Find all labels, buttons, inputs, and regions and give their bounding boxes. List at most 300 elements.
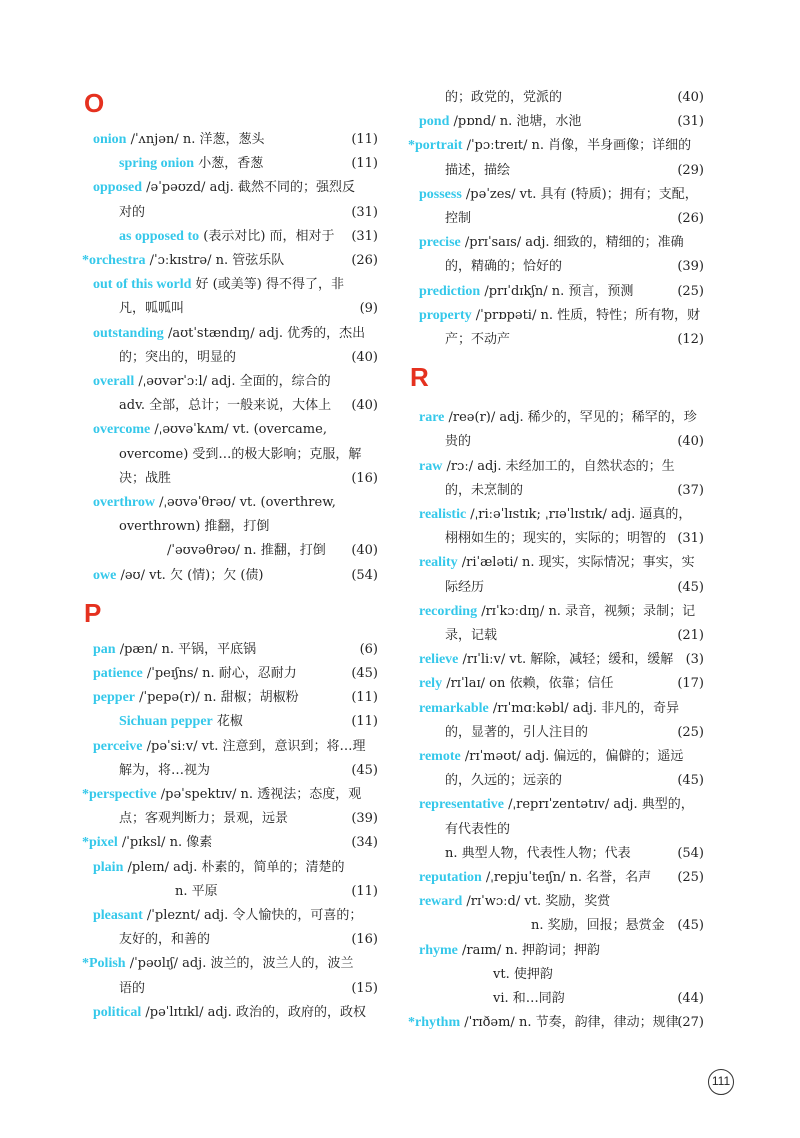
entry-text bbox=[419, 939, 600, 963]
definition: n. 奖励，回报；悬赏金 bbox=[531, 918, 665, 934]
entry-text bbox=[93, 273, 344, 297]
index-entry bbox=[88, 977, 378, 1001]
definition: /rɪˈwɔːd/ vt. 奖励，奖赏 bbox=[462, 894, 611, 910]
definition: overcome) 受到…的极大影响；克服，解 bbox=[119, 446, 362, 462]
definition: /ˌəʊvərˈɔːl/ adj. 全面的，综合的 bbox=[134, 374, 331, 389]
definition: 贵的 bbox=[445, 434, 472, 450]
headword: outstanding bbox=[93, 325, 164, 341]
headword: plain bbox=[93, 859, 124, 875]
entry-text bbox=[93, 322, 365, 346]
definition: /əˈpəʊzd/ adj. 截然不同的；强烈反 bbox=[142, 180, 355, 196]
definition: /ˈpepə(r)/ n. 甜椒；胡椒粉 bbox=[135, 690, 299, 706]
definition: /ˈpleznt/ adj. 令人愉快的，可喜的； bbox=[142, 908, 363, 923]
entry-text bbox=[445, 479, 523, 503]
index-entry bbox=[88, 539, 378, 563]
definition: 好 (或美等) 得不得了，非 bbox=[191, 277, 344, 293]
entry-text bbox=[93, 128, 265, 152]
definition: /pɒnd/ n. 池塘，水池 bbox=[449, 114, 582, 130]
entry-text bbox=[119, 225, 335, 249]
index-entry bbox=[414, 280, 704, 304]
entry-text bbox=[119, 759, 210, 783]
entry-text bbox=[119, 443, 361, 467]
entry-text bbox=[93, 1001, 366, 1025]
index-entry bbox=[82, 783, 378, 807]
index-entry bbox=[414, 987, 704, 1011]
headword: overall bbox=[93, 374, 135, 389]
entry-text bbox=[82, 952, 353, 976]
index-entry bbox=[88, 904, 378, 928]
entry-text bbox=[93, 491, 336, 515]
index-entry bbox=[88, 662, 378, 686]
index-entry bbox=[414, 914, 704, 938]
page-ref: (9) bbox=[359, 301, 378, 317]
index-entry bbox=[414, 328, 704, 352]
page-ref: (16) bbox=[351, 470, 378, 486]
definition: (表示对比) 而，相对于 bbox=[199, 228, 335, 244]
headword: remarkable bbox=[419, 700, 489, 716]
headword: pepper bbox=[93, 690, 135, 706]
definition: 有代表性的 bbox=[445, 821, 511, 837]
definition: /ˌəʊvəˈθrəʊ/ vt. (overthrew, bbox=[154, 495, 336, 510]
index-entry bbox=[88, 515, 378, 539]
definition: /ˈpɪksl/ n. 像素 bbox=[117, 835, 213, 851]
definition: /ˈəʊvəθrəʊ/ n. 推翻，打倒 bbox=[167, 543, 326, 559]
index-entry bbox=[82, 952, 378, 976]
definition: 产；不动产 bbox=[445, 332, 511, 347]
index-entry bbox=[414, 527, 704, 551]
headword: reality bbox=[419, 555, 458, 571]
entry-text bbox=[93, 638, 256, 662]
definition: 际经历 bbox=[445, 579, 485, 595]
page-ref: (26) bbox=[677, 211, 704, 226]
index-entry bbox=[88, 346, 378, 370]
entry-text bbox=[445, 527, 666, 551]
index-entry bbox=[88, 273, 378, 297]
index-entry bbox=[408, 134, 704, 158]
page-ref: (31) bbox=[677, 114, 704, 130]
index-entry bbox=[408, 1011, 704, 1035]
index-entry bbox=[414, 231, 704, 255]
index-entry bbox=[414, 255, 704, 279]
page-ref: (12) bbox=[677, 332, 704, 347]
headword: recording bbox=[419, 603, 478, 619]
entry-text bbox=[445, 159, 510, 183]
entry-text bbox=[445, 255, 562, 279]
definition: vi. 和…同韵 bbox=[493, 991, 565, 1006]
entry-text bbox=[119, 928, 210, 952]
index-entry bbox=[88, 735, 378, 759]
page-ref: (21) bbox=[677, 628, 704, 643]
index-entry bbox=[414, 159, 704, 183]
definition: /ˌəʊvəˈkʌm/ vt. (overcame, bbox=[150, 422, 327, 438]
entry-text bbox=[119, 152, 263, 176]
index-entry bbox=[414, 183, 704, 207]
definition: 解为，将…视为 bbox=[119, 762, 211, 778]
definition: /ˌreprɪˈzentətɪv/ adj. 典型的， bbox=[504, 797, 694, 813]
definition: 的，精确的；恰好的 bbox=[445, 259, 563, 275]
definition: /ˈʌnjən/ n. 洋葱，葱头 bbox=[126, 132, 265, 147]
page-ref: (31) bbox=[351, 228, 378, 244]
definition: /ˈpɔːtreɪt/ n. 肖像，半身画像；详细的 bbox=[462, 138, 692, 154]
page-ref: (45) bbox=[351, 666, 378, 681]
headword: onion bbox=[93, 132, 127, 147]
page-ref: (25) bbox=[677, 870, 704, 885]
index-entry bbox=[88, 370, 378, 394]
page-ref: (40) bbox=[351, 349, 378, 365]
entry-text bbox=[445, 721, 588, 745]
definition: /pəˈlɪtɪkl/ adj. 政治的，政府的，政权 bbox=[141, 1004, 366, 1020]
headword: rare bbox=[419, 410, 445, 426]
index-entry bbox=[88, 564, 378, 588]
entry-text bbox=[419, 183, 698, 207]
definition: /ˈɔːkɪstrə/ n. 管弦乐队 bbox=[145, 253, 285, 268]
index-entry bbox=[88, 128, 378, 152]
index-entry bbox=[414, 479, 704, 503]
headword: political bbox=[93, 1004, 142, 1020]
page-ref: (29) bbox=[677, 162, 704, 178]
index-entry bbox=[88, 201, 378, 225]
index-entry bbox=[414, 624, 704, 648]
entry-text bbox=[419, 503, 691, 527]
index-entry bbox=[414, 672, 704, 696]
section-letter-p: P bbox=[84, 597, 102, 628]
index-entry bbox=[88, 807, 378, 831]
headword: pond bbox=[419, 114, 450, 130]
entry-text bbox=[93, 418, 327, 442]
definition: /rɪˈməʊt/ adj. 偏远的，偏僻的；遥远 bbox=[460, 749, 684, 764]
index-entry bbox=[88, 443, 378, 467]
headword: patience bbox=[93, 666, 143, 681]
page-ref: (54) bbox=[677, 845, 704, 861]
index-entry bbox=[88, 880, 378, 904]
page-ref: (37) bbox=[677, 482, 704, 498]
entry-text bbox=[93, 662, 297, 686]
index-entry bbox=[414, 86, 704, 110]
page-ref: (45) bbox=[351, 762, 378, 778]
page-ref: (25) bbox=[677, 724, 704, 740]
headword: rhyme bbox=[419, 942, 458, 958]
headword: opposed bbox=[93, 180, 143, 196]
definition: /ˈprɒpəti/ n. 性质，特性；所有物，财 bbox=[471, 307, 701, 323]
entry-text bbox=[93, 176, 355, 200]
entry-text bbox=[408, 1011, 679, 1035]
definition: /prɪˈsaɪs/ adj. 细致的，精细的；准确 bbox=[460, 235, 684, 251]
page-ref: (45) bbox=[677, 918, 704, 934]
page-ref: (31) bbox=[351, 204, 378, 220]
entry-text bbox=[445, 769, 562, 793]
page-ref: (11) bbox=[351, 690, 378, 706]
definition: n. 典型人物，代表性人物；代表 bbox=[445, 845, 631, 861]
section-letter-r: R bbox=[410, 362, 429, 393]
entry-text bbox=[419, 866, 651, 890]
index-entry bbox=[88, 710, 378, 734]
definition: vt. 使押韵 bbox=[493, 966, 553, 982]
page-ref: (11) bbox=[351, 132, 378, 147]
entry-text bbox=[419, 280, 633, 304]
page-ref: (45) bbox=[677, 773, 704, 789]
entry-text bbox=[119, 201, 145, 225]
index-entry bbox=[414, 769, 704, 793]
index-entry bbox=[414, 697, 704, 721]
entry-text bbox=[419, 745, 683, 769]
index-entry bbox=[88, 297, 378, 321]
page-ref: (26) bbox=[351, 253, 378, 268]
entry-text bbox=[93, 856, 344, 880]
entry-text bbox=[419, 455, 675, 479]
entry-text bbox=[445, 328, 510, 352]
definition: /raɪm/ n. 押韵词；押韵 bbox=[457, 942, 601, 958]
entry-text bbox=[93, 904, 362, 928]
page-ref: (6) bbox=[359, 641, 378, 657]
headword: prediction bbox=[419, 283, 481, 299]
definition: 友好的，和善的 bbox=[119, 932, 211, 948]
entry-text bbox=[419, 793, 694, 817]
section-letter-o: O bbox=[84, 88, 105, 118]
definition: n. 平原 bbox=[175, 883, 218, 899]
entry-text bbox=[419, 697, 679, 721]
entry-text bbox=[119, 515, 269, 539]
definition: /reə(r)/ adj. 稀少的，罕见的；稀罕的，珍 bbox=[444, 410, 697, 426]
page-ref: (3) bbox=[685, 652, 704, 668]
index-entry bbox=[88, 152, 378, 176]
index-entry bbox=[88, 467, 378, 491]
definition: 凡，呱呱叫 bbox=[119, 301, 185, 317]
page-ref: (11) bbox=[351, 883, 378, 899]
entry-text bbox=[119, 346, 236, 370]
headword: pleasant bbox=[93, 908, 143, 923]
entry-text bbox=[119, 394, 331, 418]
definition: /rɪˈliːv/ vt. 解除，减轻；缓和，缓解 bbox=[458, 652, 674, 668]
index-entry bbox=[414, 866, 704, 890]
page-ref: (45) bbox=[677, 579, 704, 595]
definition: /prɪˈdɪkʃn/ n. 预言，预测 bbox=[480, 283, 634, 299]
entry-text bbox=[419, 551, 695, 575]
index-entry bbox=[88, 856, 378, 880]
index-entry bbox=[414, 793, 704, 817]
definition: 决；战胜 bbox=[119, 470, 172, 486]
definition: /ˈpəʊlɪʃ/ adj. 波兰的，波兰人的，波兰 bbox=[125, 956, 354, 972]
index-entry bbox=[82, 249, 378, 273]
headword: spring onion bbox=[119, 156, 195, 172]
headword: as opposed to bbox=[119, 228, 200, 244]
index-entry bbox=[88, 176, 378, 200]
definition: /aʊtˈstændɪŋ/ adj. 优秀的，杰出 bbox=[163, 325, 366, 341]
definition: /ˌriːəˈlɪstɪk; ˌrɪəˈlɪstɪk/ adj. 逼真的， bbox=[466, 507, 692, 522]
page-ref: (40) bbox=[351, 543, 378, 559]
index-entry bbox=[414, 818, 704, 842]
index-entry bbox=[414, 455, 704, 479]
entry-text bbox=[445, 842, 631, 866]
entry-text bbox=[419, 600, 695, 624]
index-entry bbox=[88, 638, 378, 662]
index-entry bbox=[88, 928, 378, 952]
page-ref: (34) bbox=[351, 835, 378, 851]
index-entry bbox=[414, 721, 704, 745]
definition: /riˈæləti/ n. 现实，实际情况；事实，实 bbox=[457, 555, 695, 571]
index-entry bbox=[88, 322, 378, 346]
definition: /rɔː/ adj. 未经加工的，自然状态的；生 bbox=[442, 458, 675, 474]
definition: 录，记载 bbox=[445, 628, 498, 643]
entry-text bbox=[445, 818, 510, 842]
page-ref: (27) bbox=[677, 1015, 704, 1031]
index-entry bbox=[414, 430, 704, 454]
index-entry bbox=[414, 842, 704, 866]
headword: *perspective bbox=[82, 787, 157, 802]
page-ref: (17) bbox=[677, 676, 704, 692]
index-entry bbox=[88, 491, 378, 515]
entry-text bbox=[419, 406, 697, 430]
entry-text bbox=[408, 134, 691, 158]
page-ref: (25) bbox=[677, 283, 704, 299]
entry-text bbox=[445, 207, 471, 231]
index-entry bbox=[88, 394, 378, 418]
definition: 的，显著的，引人注目的 bbox=[445, 724, 589, 740]
entry-text bbox=[82, 831, 212, 855]
headword: raw bbox=[419, 458, 443, 474]
index-entry bbox=[414, 406, 704, 430]
definition: 语的 bbox=[119, 980, 146, 996]
definition: 的；突出的，明显的 bbox=[119, 349, 237, 365]
headword: Sichuan pepper bbox=[119, 714, 213, 730]
definition: /pəˈsiːv/ vt. 注意到，意识到；将…理 bbox=[142, 738, 366, 754]
definition: /pæn/ n. 平锅，平底锅 bbox=[115, 641, 257, 657]
entry-text bbox=[493, 963, 553, 987]
page-ref: (31) bbox=[677, 531, 704, 547]
definition: adv. 全部，总计；一般来说，大体上 bbox=[119, 398, 332, 414]
headword: overcome bbox=[93, 422, 151, 438]
headword: *Polish bbox=[82, 956, 126, 972]
index-entry bbox=[88, 1001, 378, 1025]
definition: 点；客观判断力；景观，远景 bbox=[119, 811, 289, 827]
headword: reputation bbox=[419, 870, 482, 885]
page-ref: (40) bbox=[677, 434, 704, 450]
definition: 花椒 bbox=[212, 714, 243, 730]
entry-text bbox=[93, 735, 366, 759]
headword: reward bbox=[419, 894, 463, 910]
index-entry bbox=[88, 225, 378, 249]
headword: representative bbox=[419, 797, 505, 813]
page-ref: (54) bbox=[351, 567, 378, 583]
entry-text bbox=[445, 86, 562, 110]
page-ref: (44) bbox=[677, 991, 704, 1006]
entry-text bbox=[82, 249, 284, 273]
entry-text bbox=[493, 987, 565, 1011]
definition: /rɪˈlaɪ/ on 依赖，依靠；信任 bbox=[442, 676, 614, 692]
definition: 栩栩如生的；现实的，实际的；明智的 bbox=[445, 531, 667, 547]
entry-text bbox=[445, 576, 484, 600]
page-ref: (15) bbox=[351, 980, 378, 996]
entry-text bbox=[119, 297, 184, 321]
entry-text bbox=[419, 231, 684, 255]
entry-text bbox=[419, 304, 700, 328]
headword: *portrait bbox=[408, 138, 463, 154]
definition: 的；政党的，党派的 bbox=[445, 90, 563, 105]
entry-text bbox=[445, 430, 471, 454]
entry-text bbox=[119, 807, 288, 831]
headword: pan bbox=[93, 641, 116, 657]
page-number: 111 bbox=[708, 1069, 734, 1095]
definition: /ˌrepjuˈteɪʃn/ n. 名誉，名声 bbox=[481, 870, 652, 885]
index-entry bbox=[414, 939, 704, 963]
index-entry bbox=[88, 686, 378, 710]
headword: property bbox=[419, 307, 472, 323]
index-entry bbox=[414, 207, 704, 231]
entry-text bbox=[419, 890, 610, 914]
headword: possess bbox=[419, 186, 462, 202]
index-entry bbox=[414, 110, 704, 134]
definition: 描述，描绘 bbox=[445, 162, 511, 178]
index-entry bbox=[414, 600, 704, 624]
definition: /rɪˈkɔːdɪŋ/ n. 录音，视频；录制；记 bbox=[477, 603, 696, 619]
entry-text bbox=[419, 648, 673, 672]
entry-text bbox=[93, 370, 331, 394]
definition: overthrown) 推翻，打倒 bbox=[119, 519, 270, 535]
index-entry bbox=[414, 551, 704, 575]
definition: 对的 bbox=[119, 204, 146, 220]
headword: remote bbox=[419, 749, 461, 764]
entry-text bbox=[419, 672, 613, 696]
definition: 的，未烹制的 bbox=[445, 482, 524, 498]
entry-text bbox=[167, 539, 326, 563]
entry-text bbox=[93, 686, 299, 710]
index-entry bbox=[88, 418, 378, 442]
entry-text bbox=[119, 710, 243, 734]
definition: /rɪˈmɑːkəbl/ adj. 非凡的，奇异 bbox=[488, 700, 680, 716]
headword: *pixel bbox=[82, 835, 118, 851]
page-ref: (40) bbox=[677, 90, 704, 105]
definition: /əʊ/ vt. 欠 (情)；欠 (债) bbox=[116, 567, 264, 583]
definition: 控制 bbox=[445, 211, 472, 226]
page-ref: (39) bbox=[351, 811, 378, 827]
headword: precise bbox=[419, 235, 461, 251]
entry-text bbox=[82, 783, 361, 807]
headword: owe bbox=[93, 567, 117, 583]
page-ref: (40) bbox=[351, 398, 378, 414]
entry-text bbox=[445, 624, 497, 648]
index-entry bbox=[414, 745, 704, 769]
entry-text bbox=[119, 467, 171, 491]
index-entry bbox=[414, 304, 704, 328]
entry-text bbox=[419, 110, 581, 134]
definition: /pəˈzes/ vt. 具有 (特质)；拥有；支配， bbox=[461, 186, 698, 202]
page-ref: (11) bbox=[351, 156, 378, 172]
page-ref: (11) bbox=[351, 714, 378, 730]
index-entry bbox=[414, 503, 704, 527]
headword: rely bbox=[419, 676, 443, 692]
entry-text bbox=[531, 914, 665, 938]
entry-text bbox=[93, 564, 264, 588]
index-entry bbox=[414, 890, 704, 914]
index-entry bbox=[414, 963, 704, 987]
headword: *orchestra bbox=[82, 253, 146, 268]
headword: *rhythm bbox=[408, 1015, 461, 1031]
entry-text bbox=[175, 880, 218, 904]
page-ref: (16) bbox=[351, 932, 378, 948]
definition: 的，久远的；远亲的 bbox=[445, 773, 563, 789]
entry-text bbox=[119, 977, 145, 1001]
index-entry bbox=[414, 648, 704, 672]
headword: perceive bbox=[93, 738, 143, 754]
headword: out of this world bbox=[93, 277, 192, 293]
definition: /ˈrɪðəm/ n. 节奏，韵律，律动；规律 bbox=[460, 1015, 679, 1031]
index-entry bbox=[82, 831, 378, 855]
definition: 小葱，香葱 bbox=[194, 156, 264, 172]
definition: /pəˈspektɪv/ n. 透视法；态度，观 bbox=[156, 787, 362, 802]
index-entry bbox=[414, 576, 704, 600]
headword: realistic bbox=[419, 507, 467, 522]
index-entry bbox=[88, 759, 378, 783]
headword: overthrow bbox=[93, 495, 155, 510]
